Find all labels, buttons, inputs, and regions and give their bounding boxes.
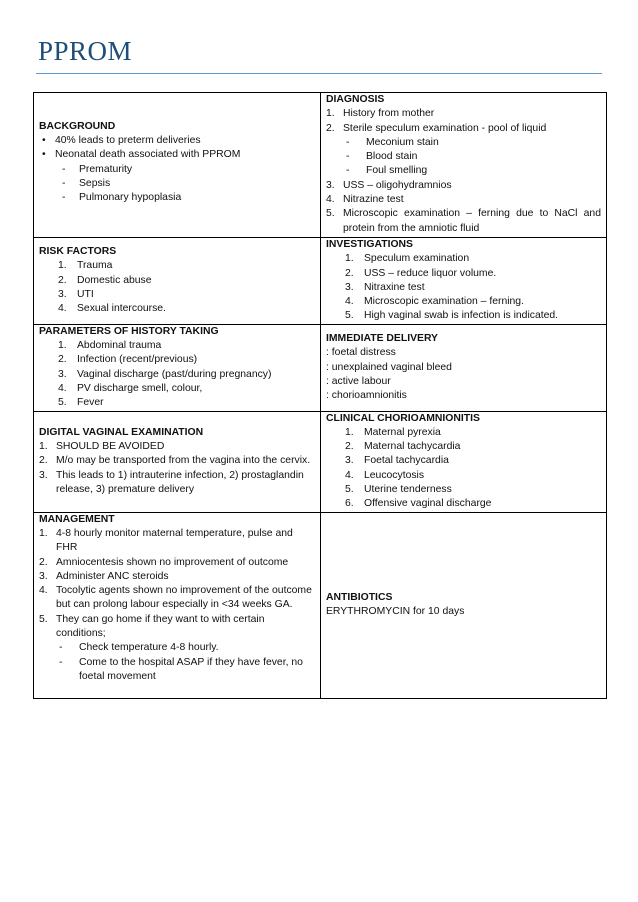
- list-item: • 40% leads to preterm deliveries: [42, 134, 201, 146]
- history-taking-heading: PARAMETERS OF HISTORY TAKING: [39, 325, 219, 337]
- antibiotics-cell: [321, 512, 607, 698]
- list-item: 3. USS – oligohydramnios: [326, 179, 452, 191]
- list-item: 1. Speculum examination: [345, 253, 470, 265]
- chorioamnionitis-heading: CLINICAL CHORIOAMNIONITIS: [326, 412, 480, 424]
- list-item: 3. Administer ANC steroids: [39, 570, 169, 582]
- list-item: : chorioamnionitis: [326, 390, 407, 402]
- list-item: - Blood stain: [346, 151, 418, 163]
- table-row: [34, 93, 607, 238]
- list-item: • Neonatal death associated with PPROM: [42, 149, 241, 161]
- list-item: 3. Vaginal discharge (past/during pregnancy): [58, 368, 272, 380]
- management-cell: [34, 512, 321, 698]
- list-item: - Meconium stain: [346, 136, 439, 148]
- digital-exam-heading: DIGITAL VAGINAL EXAMINATION: [39, 426, 204, 438]
- title-underline: [36, 73, 602, 74]
- history-taking-cell: [34, 324, 321, 411]
- management-heading: MANAGEMENT: [39, 513, 115, 525]
- digital-exam-cell: [34, 411, 321, 512]
- list-item: 4. Leucocytosis: [345, 469, 425, 481]
- list-item: 2. Amniocentesis shown no improvement of outcome: [39, 556, 289, 568]
- list-item: 2. Maternal tachycardia: [345, 441, 461, 453]
- list-item: 3. This leads to 1) intrauterine infection, 2) prostaglandin release, 3) premature delivery: [39, 469, 304, 496]
- pprom-table: [33, 92, 607, 699]
- list-item: 4. Sexual intercourse.: [58, 303, 166, 315]
- list-item: - Foul smelling: [346, 165, 428, 177]
- list-item: 5. Microscopic examination – ferning due to NaCl and protein from the amniotic fluid: [326, 208, 601, 234]
- risk-factors-cell: [34, 238, 321, 325]
- investigations-cell: [321, 238, 607, 325]
- table-row: [34, 411, 607, 512]
- investigations-heading: INVESTIGATIONS: [326, 239, 413, 250]
- list-item: 5. They can go home if they want to with certain conditions;: [39, 613, 265, 640]
- background-cell: [34, 93, 321, 238]
- list-item: 2. Sterile speculum examination - pool of liquid: [326, 122, 547, 134]
- list-item: - Pulmonary hypoplasia: [62, 192, 182, 204]
- antibiotics-text: ERYTHROMYCIN for 10 days: [326, 606, 465, 618]
- diagnosis-cell: [321, 93, 607, 238]
- list-item: - Come to the hospital ASAP if they have fever, no foetal movement: [59, 656, 303, 682]
- table-row: [34, 324, 607, 411]
- antibiotics-heading: ANTIBIOTICS: [326, 591, 393, 603]
- list-item: 2. USS – reduce liquor volume.: [345, 267, 497, 279]
- list-item: 5. Fever: [58, 397, 104, 409]
- list-item: 1. Trauma: [58, 260, 113, 272]
- table-row: [34, 238, 607, 325]
- chorioamnionitis-cell: [321, 411, 607, 512]
- list-item: : active labour: [326, 375, 391, 387]
- list-item: 1. 4-8 hourly monitor maternal temperature, pulse and FHR: [39, 527, 293, 554]
- list-item: - Check temperature 4-8 hourly.: [59, 642, 219, 654]
- list-item: 4. Microscopic examination – ferning.: [345, 296, 524, 308]
- list-item: 3. Foetal tachycardia: [345, 455, 449, 467]
- list-item: 1. History from mother: [326, 108, 435, 120]
- list-item: 5. High vaginal swab is infection is indicated.: [345, 310, 559, 322]
- immediate-delivery-heading: IMMEDIATE DELIVERY: [326, 332, 438, 344]
- list-item: 6. Offensive vaginal discharge: [345, 498, 492, 510]
- background-heading: BACKGROUND: [39, 120, 116, 132]
- list-item: : foetal distress: [326, 347, 396, 359]
- immediate-delivery-cell: [321, 324, 607, 411]
- list-item: : unexplained vaginal bleed: [326, 361, 452, 373]
- list-item: 3. Nitraxine test: [345, 281, 425, 293]
- list-item: - Sepsis: [62, 177, 111, 189]
- list-item: - Prematurity: [62, 163, 133, 175]
- list-item: 2. Infection (recent/previous): [58, 354, 198, 366]
- list-item: 2. Domestic abuse: [58, 274, 152, 286]
- page-title: PPROM: [38, 36, 133, 66]
- list-item: 3. UTI: [58, 289, 94, 301]
- list-item: 2. M/o may be transported from the vagina into the cervix.: [39, 455, 311, 467]
- table-row: [34, 512, 607, 698]
- list-item: 4. PV discharge smell, colour,: [58, 382, 203, 394]
- list-item: 4. Tocolytic agents shown no improvement of the outcome but can prolong labour especially in <34 weeks GA.: [39, 585, 312, 611]
- list-item: 1. Abdominal trauma: [58, 340, 162, 352]
- diagnosis-heading: DIAGNOSIS: [326, 94, 385, 105]
- list-item: 1. SHOULD BE AVOIDED: [39, 441, 165, 453]
- list-item: 5. Uterine tenderness: [345, 484, 452, 496]
- list-item: 1. Maternal pyrexia: [345, 426, 441, 438]
- risk-factors-heading: RISK FACTORS: [39, 246, 117, 258]
- list-item: 4. Nitrazine test: [326, 194, 404, 206]
